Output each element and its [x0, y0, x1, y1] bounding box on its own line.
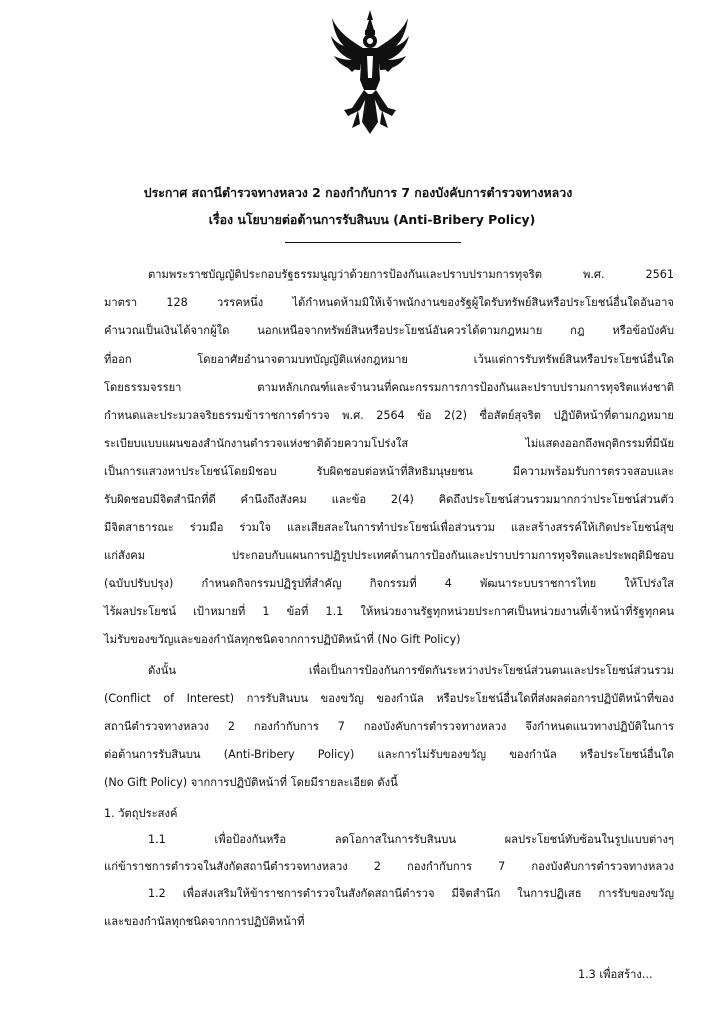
section1-item: และของกำนัลทุกชนิดจากการปฏิบัติหน้าที่: [104, 915, 305, 928]
para1-line: มาตรา 128 วรรคหนึ่ง ได้กำหนดห้ามมิให้เจ้าพนักงานของรัฐผู้ใดรับทรัพย์สินหรือประโยชน์อื่นใดอันอาจ: [104, 296, 674, 309]
para2-line: (No Gift Policy) จากการปฏิบัติหน้าที่ โดยมีรายละเอียด ดังนี้: [104, 776, 398, 789]
para1-line: เป็นการแสวงหาประโยชน์โดยมิชอบ รับผิดชอบต่อหน้าที่สิทธิมนุษยชน มีความพร้อมรับการตรวจสอบและ: [104, 465, 674, 478]
section1-item: 1.1 เพื่อป้องกันหรือ ลดโอกาสในการรับสินบน ผลประโยชน์ทับซ้อนในรูปแบบต่างๆ: [148, 833, 674, 846]
para1-line: แก่สังคม ประกอบกับแผนการปฏิรูปประเทศด้านการป้องกันและปราบปรามการทุจริตและประพฤติมิชอบ: [104, 549, 674, 562]
document-title-line2: เรื่อง นโยบายต่อต้านการรับสินบน (Anti-Bribery Policy): [208, 212, 536, 227]
para2-line: ดังนั้น เพื่อเป็นการป้องกันการขัดกันระหว่างประโยชน์ส่วนตนและประโยชน์ส่วนรวม: [148, 664, 674, 677]
para1-line: (ฉบับปรับปรุง) กำหนดกิจกรรมปฏิรูปที่สำคัญ กิจกรรมที่ 4 พัฒนาระบบราชการไทย ให้โปร่งใส: [104, 577, 674, 590]
garuda-emblem-icon: [330, 10, 410, 135]
para1-line: ที่ออก โดยอาศัยอำนาจตามบทบัญญัติแห่งกฎหมาย เว้นแต่การรับทรัพย์สินหรือประโยชน์อื่นใด: [104, 353, 674, 366]
para2-line: ต่อต้านการรับสินบน (Anti-Bribery Policy) และการไม่รับของขวัญ ของกำนัล หรือประโยชน์อื่นใด: [104, 748, 674, 761]
para2-line: (Conflict of Interest) การรับสินบน ของขวัญ ของกำนัล หรือประโยชน์อื่นใดที่ส่งผลต่อการปฏิบัติหน้าที่ของ: [104, 692, 674, 705]
section1-heading: 1. วัตถุประสงค์: [104, 807, 178, 820]
para1-line: ไร้ผลประโยชน์ เป้าหมายที่ 1 ข้อที่ 1.1 ให้หน่วยงานรัฐทุกหน่วยประกาศเป็นหน่วยงานที่เจ้าหน้าที่รัฐทุกคน: [104, 605, 674, 618]
para1-line: คำนวณเป็นเงินได้จากผู้ใด นอกเหนือจากทรัพย์สินหรือประโยชน์อันควรได้ตามกฎหมาย กฎ หรือข้อบังคับ: [104, 324, 674, 337]
para1-line: ตามพระราชบัญญัติประกอบรัฐธรรมนูญว่าด้วยการป้องกันและปราบปรามการทุจริต พ.ศ. 2561: [148, 268, 674, 281]
page-continuation: 1.3 เพื่อสร้าง...: [578, 968, 653, 981]
section1-item: แก่ข้าราชการตำรวจในสังกัดสถานีตำรวจทางหลวง 2 กองกำกับการ 7 กองบังคับการตำรวจทางหลวง: [104, 860, 674, 873]
para1-line: ไม่รับของขวัญและของกำนัลทุกชนิดจากการปฏิบัติหน้าที่ (No Gift Policy): [104, 633, 461, 646]
section1-item: 1.2 เพื่อส่งเสริมให้ข้าราชการตำรวจในสังกัดสถานีตำรวจ มีจิตสำนึก ในการปฏิเสธ การรับของขวัญ: [148, 887, 674, 900]
document-title-line1: ประกาศ สถานีตำรวจทางหลวง 2 กองกำกับการ 7 กองบังคับการตำรวจทางหลวง: [143, 185, 573, 200]
para1-line: โดยธรรมจรรยา ตามหลักเกณฑ์และจำนวนที่คณะกรรมการการป้องกันและปราบปรามการทุจริตแห่งชาติ: [104, 381, 674, 394]
para1-line: กำหนดและประมวลจริยธรรมข้าราชการตำรวจ พ.ศ. 2564 ข้อ 2(2) ซื่อสัตย์สุจริต ปฏิบัติหน้าที่ตามกฎหมาย: [104, 409, 674, 422]
para1-line: ระเบียบแบบแผนของสำนักงานตำรวจแห่งชาติด้วยความโปร่งใส ไม่แสดงออกถึงพฤติกรรมที่มีนัย: [104, 437, 674, 450]
para1-line: มีจิตสาธารณะ ร่วมมือ ร่วมใจ และเสียสละในการทำประโยชน์เพื่อส่วนรวม และสร้างสรรค์ให้เกิดประโยชน์สุข: [104, 521, 674, 534]
title-divider: [285, 242, 461, 243]
para1-line: รับผิดชอบมีจิตสำนึกที่ดี คำนึงถึงสังคม และข้อ 2(4) คิดถึงประโยชน์ส่วนรวมมากกว่าประโยชน์ส่วนตัว: [104, 493, 674, 506]
para2-line: สถานีตำรวจทางหลวง 2 กองกำกับการ 7 กองบังคับการตำรวจทางหลวง จึงกำหนดแนวทางปฏิบัติในการ: [104, 720, 674, 733]
